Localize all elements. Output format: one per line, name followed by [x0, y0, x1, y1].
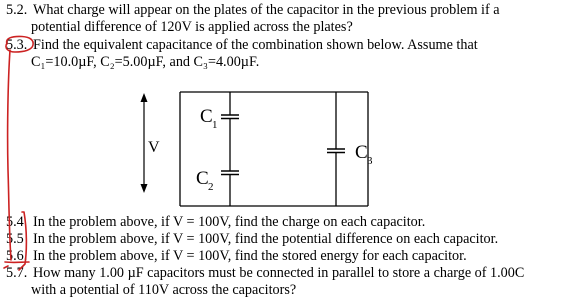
capacitor-c1-symbol — [221, 115, 239, 119]
problem-5-7-number: 5.7. — [6, 265, 28, 281]
problem-5-7-text-1: How many 1.00 µF capacitors must be connected in parallel to store a charge of 1.00C — [33, 265, 525, 281]
voltage-label: V — [148, 139, 160, 156]
problem-5-6-text: In the problem above, if V = 100V, find the stored energy for each capacitor. — [33, 248, 467, 264]
c3-label: C — [355, 142, 368, 163]
problem-5-7-line-2: with a potential of 110V across the capacitors? — [31, 282, 297, 298]
problem-5-7-line-1 — [6, 265, 524, 282]
circuit-wires — [180, 92, 368, 206]
problem-5-2-text-1: What charge will appear on the plates of the capacitor in the previous problem if a — [33, 2, 500, 18]
problem-5-6-number: 5.6. — [6, 248, 28, 264]
c2-label: C — [196, 168, 209, 189]
problem-5-3-number: 5.3. — [6, 37, 28, 53]
capacitor-c3-symbol — [327, 149, 345, 153]
problem-5-4-number: 5.4 — [6, 214, 24, 230]
problem-5-2-line-1 — [6, 2, 500, 19]
problem-5-3-line-1 — [6, 37, 478, 54]
c1-label: C — [200, 106, 213, 127]
problem-5-2-number: 5.2. — [6, 2, 28, 18]
problem-5-5-text: In the problem above, if V = 100V, find the potential difference on each capacitor. — [33, 231, 499, 247]
c2-subscript: 2 — [208, 181, 214, 193]
problem-5-3-text-1: Find the equivalent capacitance of the combination shown below. Assume that — [33, 37, 478, 53]
voltage-arrow — [141, 93, 148, 193]
capacitor-c2-symbol — [221, 171, 239, 175]
problem-5-6-line — [6, 248, 467, 265]
problem-5-4-text: In the problem above, if V = 100V, find the charge on each capacitor. — [33, 214, 426, 230]
c3-subscript: 3 — [367, 155, 373, 167]
problem-5-5-line — [6, 231, 498, 248]
problem-5-4-line — [6, 214, 425, 231]
problem-5-3-line-2: C₁=10.0µF, C₂=5.00µF, and C₃=4.00µF. — [31, 54, 260, 70]
problem-5-2-line-2: potential difference of 120V is applied across the plates? — [31, 19, 353, 35]
problem-5-5-number: 5.5 — [6, 231, 24, 247]
c1-subscript: 1 — [212, 119, 218, 131]
